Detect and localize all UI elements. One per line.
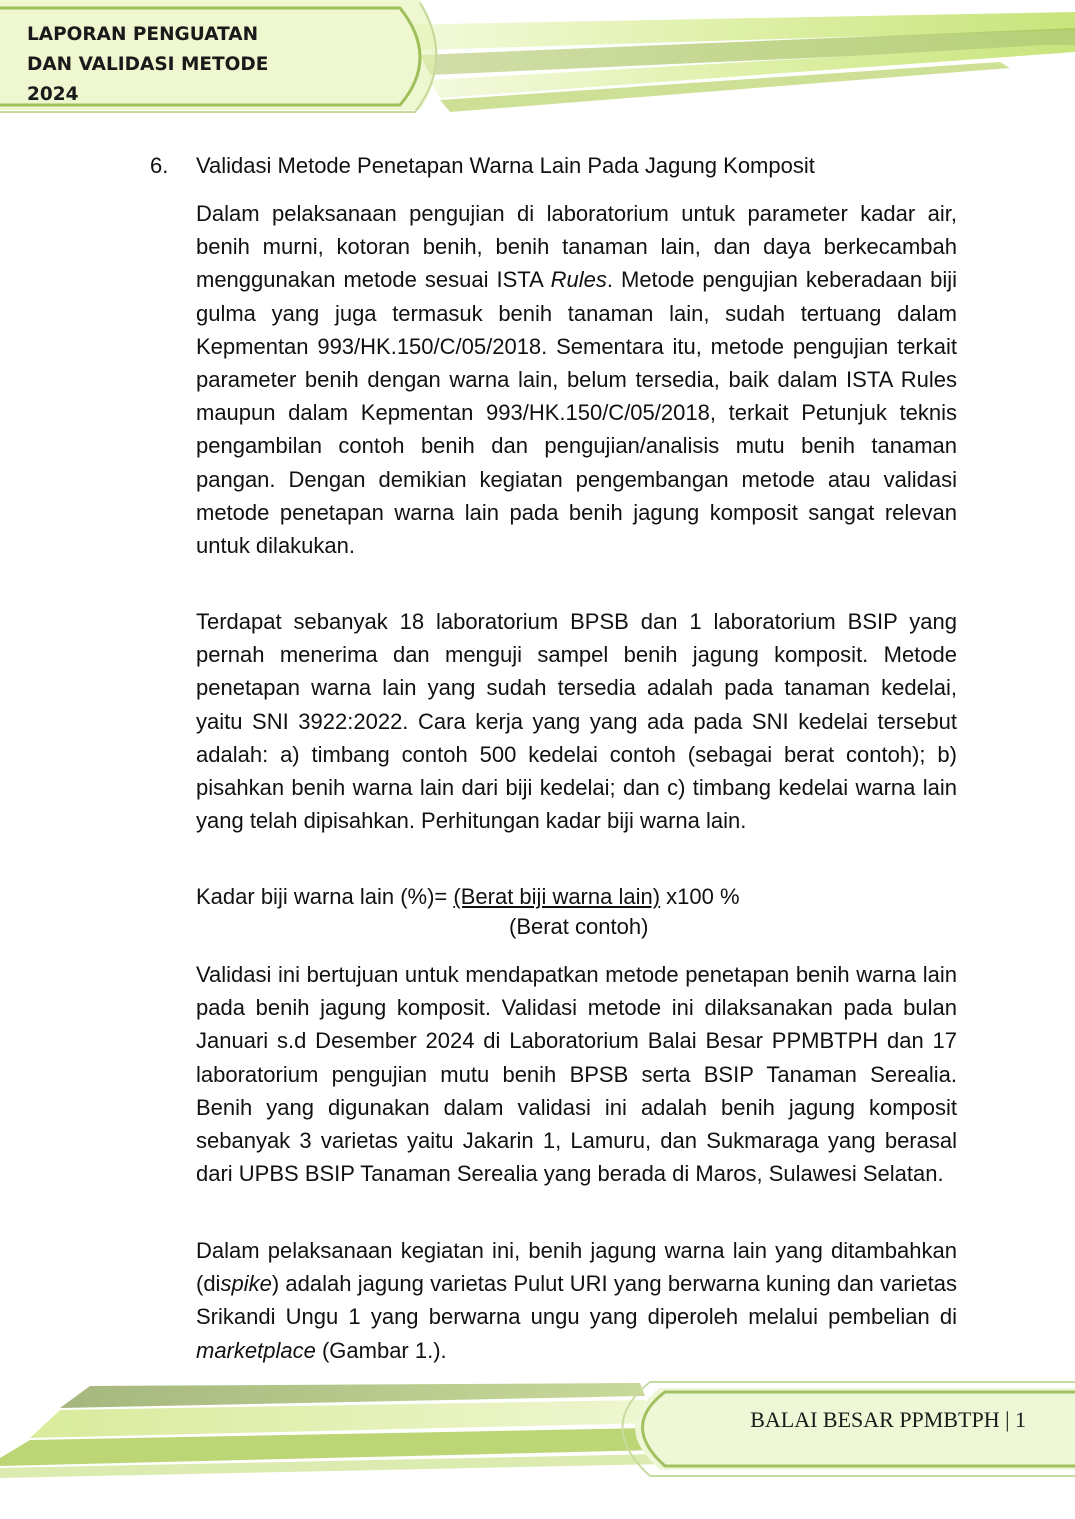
paragraph-4-emphasis-1: spike — [220, 1271, 272, 1297]
paragraph-4-text-c: (Gambar 1.). — [315, 1337, 447, 1363]
section-number: 6. — [150, 153, 169, 178]
paragraph-3 — [196, 958, 957, 1202]
formula-multiplier: x100 % — [660, 884, 740, 909]
paragraph-1-text-b: . Metode pengujian keberadaan biji gulma yang juga termasuk benih tanaman lain, sudah tertuang dalam Kepmentan 993/HK.150/C/05/2018. Sementara itu, metode pengujian terkait parameter benih dengan warna lain, belum tersedia, baik dalam ISTA Rules maupun dalam Kepmentan 993/HK.150/C/05/2018, terkait Petunjuk teknis pengambilan contoh benih dan pengujian/analisis mutu benih tanaman pangan. Dengan demikian kegiatan pengembangan metode atau validasi metode penetapan warna lain pada benih jagung komposit sangat relevan untuk dilakukan. — [196, 267, 957, 559]
paragraph-1-text-a: Dalam pelaksanaan pengujian di laboratorium untuk parameter kadar air, benih murni, kotoran benih, benih tanaman lain, dan daya berkecambah menggunakan metode sesuai ISTA — [196, 201, 957, 293]
paragraph-4-emphasis-2: marketplace — [196, 1337, 316, 1363]
paragraph-1-emphasis: Rules — [550, 267, 607, 293]
paragraph-1 — [196, 197, 957, 574]
paragraph-3-text: Validasi ini bertujuan untuk mendapatkan metode penetapan benih warna lain pada benih jagung komposit. Validasi metode ini dilaksanakan pada bulan Januari s.d Desember 2024 di Laboratorium Balai Besar PPMBTPH dan 17 laboratorium pengujian mutu benih BPSB serta BSIP Tanaman Serealia. Benih yang digunakan dalam validasi ini adalah benih jagung komposit sebanyak 3 varietas yaitu Jakarin 1, Lamuru, dan Sukmaraga yang berasal dari UPBS BSIP Tanaman Serealia yang berada di Maros, Sulawesi Selatan. — [196, 962, 957, 1187]
formula-lhs: Kadar biji warna lain (%)= — [196, 884, 454, 909]
section-heading — [150, 153, 815, 179]
formula-denominator: (Berat contoh) — [509, 914, 649, 939]
paragraph-2 — [196, 605, 957, 849]
header-title — [27, 20, 268, 110]
paragraph-4-text-b: ) adalah jagung varietas Pulut URI yang berwarna kuning dan varietas Srikandi Ungu 1 yang berwarna ungu yang diperoleh melalui pembelian di — [196, 1271, 957, 1330]
header-title-line-1: LAPORAN PENGUATAN — [27, 24, 259, 45]
paragraph-4 — [196, 1234, 957, 1379]
formula-numerator: (Berat biji warna lain) — [453, 884, 661, 909]
paragraph-4-text-a: Dalam pelaksanaan kegiatan ini, benih jagung warna lain yang ditambahkan (di — [196, 1238, 957, 1297]
paragraph-2-text: Terdapat sebanyak 18 laboratorium BPSB dan 1 laboratorium BSIP yang pernah menerima dan menguji sampel benih jagung komposit. Metode penetapan warna lain yang sudah tersedia adalah pada tanaman kedelai, yaitu SNI 3922:2022. Cara kerja yang yang ada pada SNI kedelai tersebut adalah: a) timbang contoh 500 kedelai contoh (sebagai berat contoh); b) pisahkan benih warna lain dari biji kedelai; dan c) timbang kedelai warna lain yang telah dipisahkan. Perhitungan kadar biji warna lain. — [196, 609, 957, 834]
header-title-line-3: 2024 — [27, 84, 79, 105]
section-title: Validasi Metode Penetapan Warna Lain Pada Jagung Komposit — [196, 153, 815, 178]
footer-text: BALAI BESAR PPMBTPH | 1 — [750, 1407, 1026, 1432]
header-title-line-2: DAN VALIDASI METODE — [27, 54, 269, 75]
formula — [196, 882, 740, 942]
